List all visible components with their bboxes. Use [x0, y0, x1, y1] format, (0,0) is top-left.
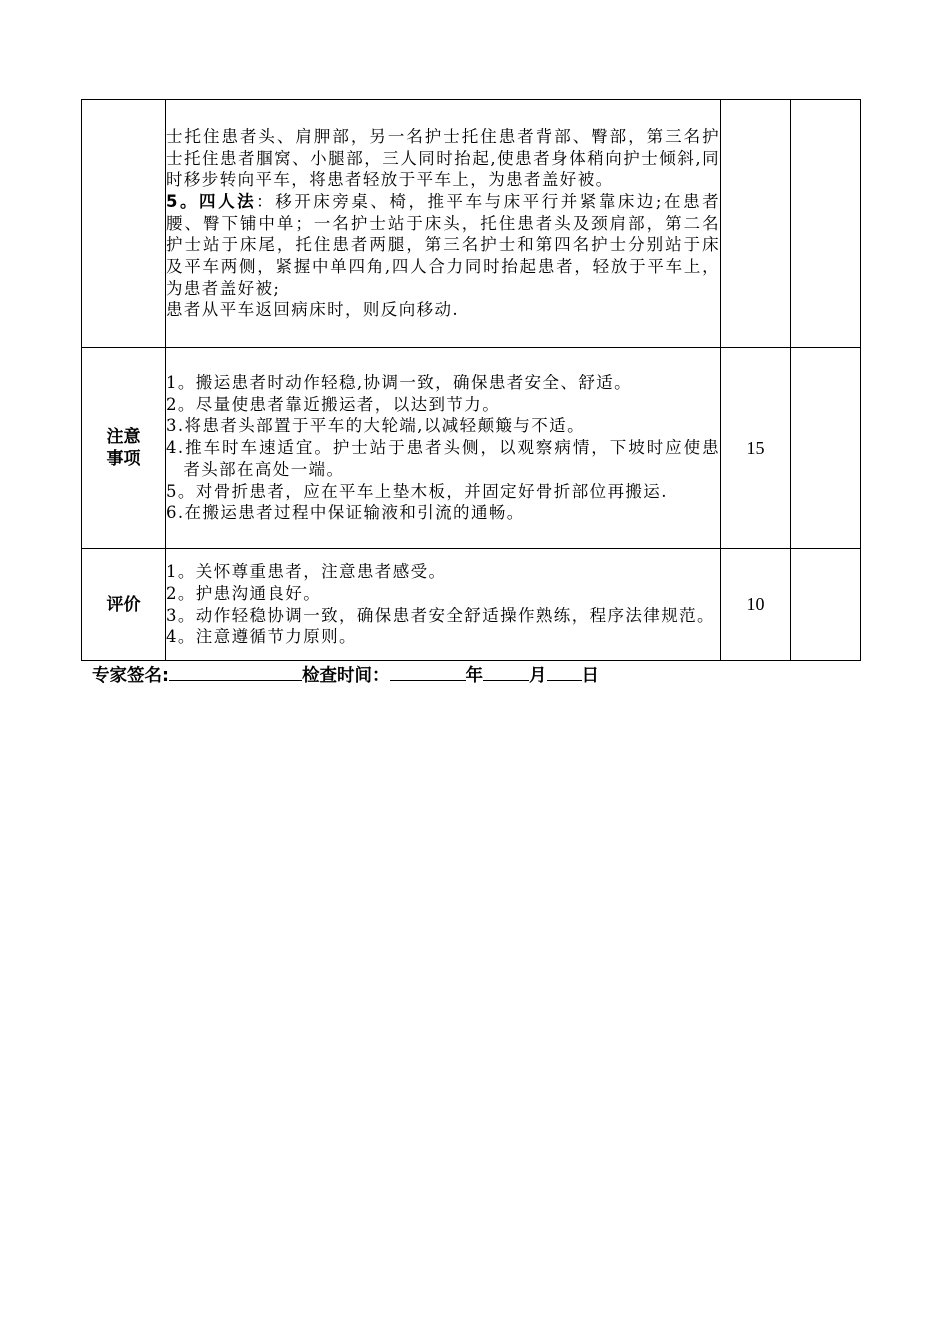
- deduction-cell: [791, 100, 861, 348]
- evaluation-item-3: 3。动作轻稳协调一致，确保患者安全舒适操作熟练，程序法律规范。: [166, 605, 715, 625]
- year-blank[interactable]: [390, 662, 466, 681]
- notes-item-2: 2。尽量使患者靠近搬运者，以达到节力。: [166, 394, 501, 414]
- day-blank[interactable]: [547, 662, 582, 681]
- notes-item-4: 4.推车时车速适宜。护士站于患者头侧，以观察病情，下坡时应使患者头部在高处一端。: [166, 438, 720, 479]
- evaluation-item-2: 2。护患沟通良好。: [166, 583, 322, 603]
- row-label-evaluation: 评价: [82, 549, 166, 661]
- evaluation-content: [166, 549, 721, 661]
- notes-item-1: 1。搬运患者时动作轻稳,协调一致，确保患者安全、舒适。: [166, 373, 633, 393]
- table-row-procedure: [82, 100, 861, 348]
- evaluation-score: 10: [721, 549, 791, 661]
- check-time-label: 检查时间：: [302, 666, 390, 686]
- year-label: 年: [465, 666, 483, 686]
- notes-item-3: 3.将患者头部置于平车的大轮端,以减轻颠簸与不适。: [166, 416, 585, 436]
- month-label: 月: [529, 666, 547, 686]
- notes-label-line1: 注意: [106, 427, 141, 447]
- day-label: 日: [581, 666, 599, 686]
- month-blank[interactable]: [483, 662, 529, 681]
- three-person-method-text: 士托住患者头、肩胛部，另一名护士托住患者背部、臀部，第三名护士托住患者腘窝、小腿部，三人同时抬起,使患者身体稍向护士倾斜,同时移步转向平车，将患者轻放于平车上，为患者盖好被。: [166, 126, 720, 190]
- evaluation-item-1: 1。关怀尊重患者，注意患者感受。: [166, 562, 447, 582]
- notes-score: 15: [721, 348, 791, 549]
- evaluation-item-4: 4。注意遵循节力原则。: [166, 627, 357, 647]
- notes-content: [166, 348, 721, 549]
- row-label-empty: [82, 100, 166, 348]
- procedure-content: [166, 100, 721, 348]
- notes-item-6: 6.在搬运患者过程中保证输液和引流的通畅。: [166, 503, 525, 523]
- table-row-notes: [82, 348, 861, 549]
- four-person-method-body: ：移开床旁桌、椅，推平车与床平行并紧靠床边;在患者腰、臀下铺中单；一名护士站于床头，托住患者头及颈肩部，第二名护士站于床尾，托住患者两腿，第三名护士和第四名护士分别站于床及平车两侧，紧握中单四角,四人合力同时抬起患者，轻放于平车上，为患者盖好被;: [166, 191, 721, 298]
- assessment-table: [81, 99, 861, 661]
- table-row-evaluation: [82, 549, 861, 661]
- signature-line: [92, 662, 599, 688]
- notes-deduction-cell: [791, 348, 861, 549]
- notes-item-5: 5。对骨折患者，应在平车上垫木板，并固定好骨折部位再搬运.: [166, 481, 668, 501]
- row-label-notes: [82, 348, 166, 549]
- notes-label-line2: 事项: [106, 449, 141, 469]
- evaluation-deduction-cell: [791, 549, 861, 661]
- score-cell-empty: [721, 100, 791, 348]
- return-note-text: 患者从平车返回病床时，则反向移动.: [166, 300, 460, 320]
- four-person-method-label: 5。四人法: [166, 191, 257, 211]
- signature-blank[interactable]: [169, 662, 302, 681]
- signature-label: 专家签名:: [92, 666, 169, 686]
- four-person-method-text: [166, 191, 720, 300]
